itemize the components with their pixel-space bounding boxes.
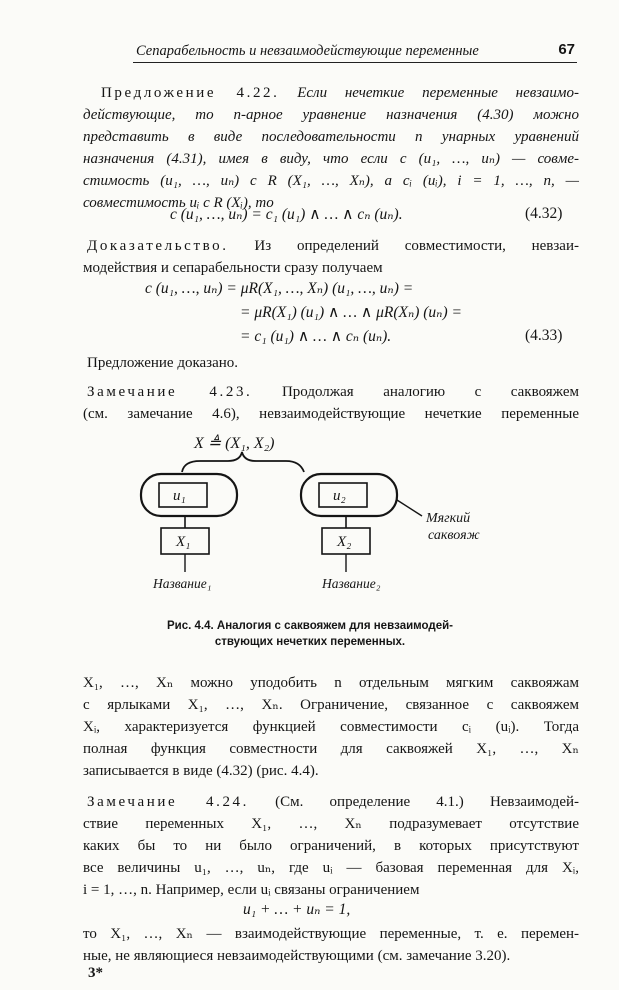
equation-4-32: c (u₁, …, uₙ) = c₁ (u₁) ∧ … ∧ cₙ (uₙ). [170, 206, 403, 223]
proposition-line-5: стимость (u₁, …, uₙ) с R (X₁, …, Xₙ), а cᵢ (uᵢ), i = 1, …, n, — [83, 173, 579, 189]
equation-4-33-line-3: = c₁ (u₁) ∧ … ∧ cₙ (uₙ). [240, 328, 392, 345]
proof-line-1: Доказательство. Из определений совместимости, невзаи- [87, 238, 579, 254]
equation-4-33-line-2: = μR(X₁) (u₁) ∧ … ∧ μR(Xₙ) (uₙ) = [240, 304, 462, 321]
remark-424-line-1: Замечание 4.24. (См. определение 4.1.) Невзаимодей- [87, 794, 579, 810]
remark-423-line-1: Замечание 4.23. Продолжая аналогию с саквояжем [87, 384, 579, 400]
figure-4-4 [120, 428, 520, 618]
soft-bag-2 [301, 474, 397, 516]
signature-mark: 3* [88, 965, 103, 981]
soft-bag-label-line-1: Мягкий [426, 511, 471, 526]
bag-2-value: u₂ [333, 488, 346, 504]
proof-conclusion: Предложение доказано. [87, 355, 239, 371]
page-number: 67 [558, 41, 575, 58]
remark-423-line-2: (см. замечание 4.6), невзаимодействующие нечеткие переменные [83, 406, 579, 422]
proof-label: Доказательство. [87, 238, 229, 254]
running-title: Сепарабельность и невзаимодействующие переменные [136, 43, 479, 59]
soft-bag-label-line-2: саквояж [428, 528, 480, 543]
remark-423-cont-line-2: с ярлыками X₁, …, Xₙ. Ограничение, связанное с саквояжем [83, 697, 579, 713]
caption-line-1: Рис. 4.4. Аналогия с саквояжем для невзаимодей- [167, 620, 453, 632]
remark-423-cont-line-5: записывается в виде (4.32) (рис. 4.4). [83, 763, 319, 779]
remark-423-label: Замечание 4.23. [87, 384, 253, 400]
tag-2-label: X₂ [337, 534, 352, 550]
equation-4-33-line-1: c (u₁, …, uₙ) = μR(X₁, …, Xₙ) (u₁, …, uₙ) = [145, 280, 414, 297]
proposition-label: Предложение 4.22. [101, 85, 280, 101]
equation-number-4-32: (4.32) [525, 205, 563, 222]
remark-424-line-2: ствие переменных X₁, …, Xₙ подразумевает отсутствие [83, 816, 579, 832]
remark-424-after-line-1: то X₁, …, Xₙ — взаимодействующие переменные, т. е. перемен- [83, 926, 579, 942]
soft-bag-pointer [397, 500, 422, 516]
proposition-line-1: Предложение 4.22. Если нечеткие переменные невзаимо- [101, 85, 579, 101]
proposition-line-3: представить в виде последовательности n унарных уравнений [83, 129, 579, 145]
remark-424-label: Замечание 4.24. [87, 794, 250, 810]
name-1-label: Название₁ [153, 576, 212, 591]
name-2-label: Название₂ [322, 576, 381, 591]
proposition-line-6: совместимость uᵢ с R (Xᵢ), то [83, 195, 274, 211]
equation-constraint: u₁ + … + uₙ = 1, [243, 901, 351, 918]
proposition-line-2: действующие, то n-арное уравнение назначения (4.30) можно [83, 107, 579, 123]
running-header [133, 40, 577, 63]
remark-424-line-3: каких бы то ни было ограничений, в которых присутствуют [83, 838, 579, 854]
soft-bag-1 [141, 474, 237, 516]
caption-line-2: ствующих нечетких переменных. [214, 636, 406, 648]
figure-caption [140, 618, 480, 650]
equation-number-4-33: (4.33) [525, 327, 563, 344]
remark-423-cont-line-1: X₁, …, Xₙ можно уподобить n отдельным мягким саквояжам [83, 675, 579, 691]
figure-top-label: X ≜ (X₁, X₂) [194, 435, 275, 452]
remark-423-cont-line-3: Xᵢ, характеризуется функцией совместимости cᵢ (uᵢ). Тогда [83, 719, 579, 735]
remark-424-after-line-2: ные, не являющиеся невзаимодействующими (см. замечание 3.20). [83, 948, 511, 964]
proof-line-2: модействия и сепарабельности сразу получаем [83, 260, 383, 276]
bag-1-value: u₁ [173, 488, 186, 504]
remark-424-line-4: все величины u₁, …, uₙ, где uᵢ — базовая переменная для Xᵢ, [83, 860, 579, 876]
figure-brace [182, 452, 304, 472]
tag-1-label: X₁ [176, 534, 191, 550]
remark-424-line-5: i = 1, …, n. Например, если uᵢ связаны ограничением [83, 882, 420, 898]
proposition-line-4: назначения (4.31), имея в виду, что если c (u₁, …, uₙ) — совме- [83, 151, 579, 167]
remark-423-cont-line-4: полная функция совместности для саквояжей X₁, …, Xₙ [83, 741, 579, 757]
